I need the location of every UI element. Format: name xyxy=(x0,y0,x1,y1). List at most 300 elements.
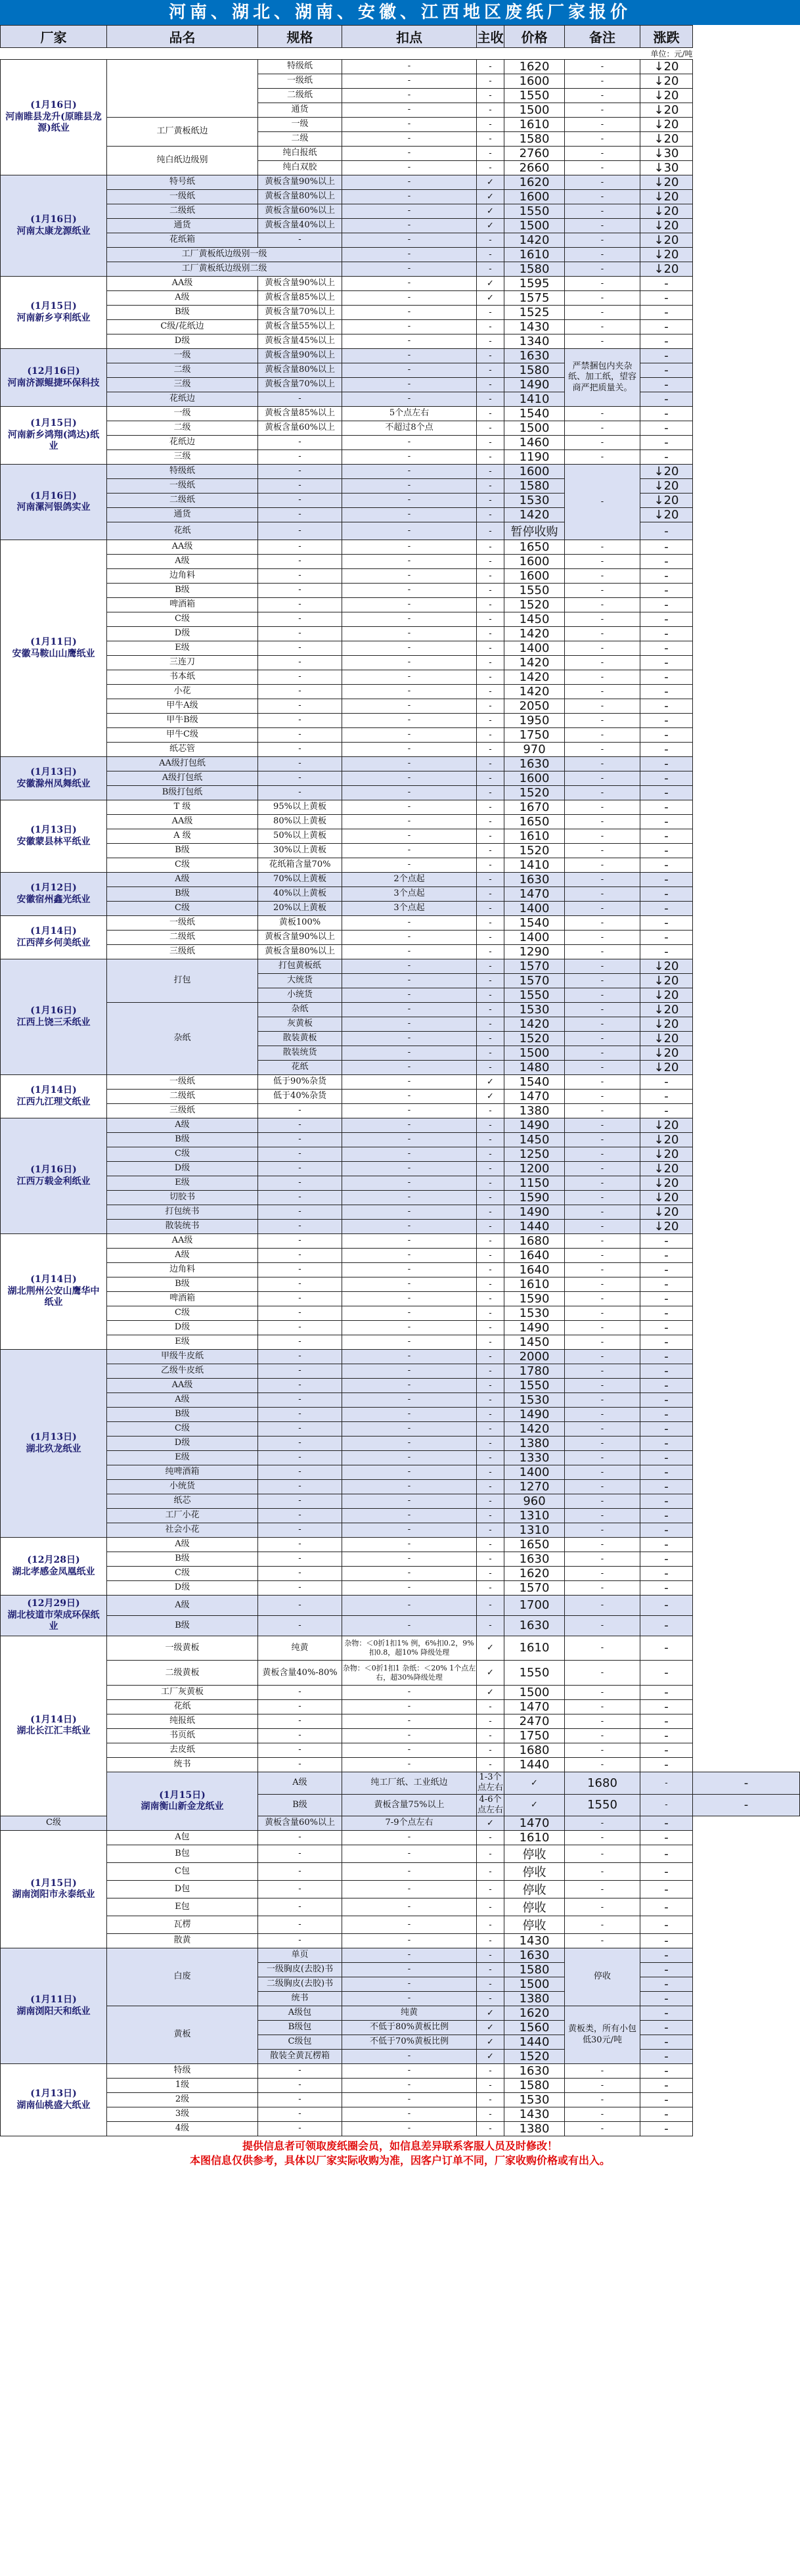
remark: - xyxy=(565,1451,640,1465)
deduction: 2个点起 xyxy=(342,873,477,887)
price: 1500 xyxy=(504,1046,565,1061)
table-row xyxy=(1,1393,800,1408)
spec: 黄板含量80%以上 xyxy=(258,190,342,204)
table-row xyxy=(1,522,800,540)
main-purchase: - xyxy=(477,334,504,349)
product-name: T 级 xyxy=(107,800,258,815)
table-row xyxy=(1,1408,800,1422)
change: ↓20 xyxy=(640,1061,693,1075)
price: 1650 xyxy=(504,815,565,829)
spec: - xyxy=(258,1292,342,1306)
change: - xyxy=(640,1249,693,1263)
price: 1470 xyxy=(504,1700,565,1714)
change: - xyxy=(693,1772,800,1795)
product-name: 二级纸 xyxy=(107,494,258,508)
main-purchase: - xyxy=(477,450,504,465)
product-name: D包 xyxy=(107,1881,258,1898)
price: 1540 xyxy=(504,916,565,931)
spec: 纯白报纸 xyxy=(258,147,342,161)
spec: - xyxy=(258,2107,342,2122)
price: 1630 xyxy=(504,1948,565,1963)
change: - xyxy=(640,1393,693,1408)
remark: - xyxy=(565,656,640,670)
main-purchase: - xyxy=(477,1538,504,1552)
change: - xyxy=(640,1465,693,1480)
deduction: - xyxy=(342,1700,477,1714)
change: - xyxy=(640,2093,693,2107)
table-row xyxy=(1,262,800,277)
table-row xyxy=(1,1191,800,1205)
main-purchase: - xyxy=(477,1003,504,1017)
product-name: 工厂小花 xyxy=(107,1509,258,1523)
factory-cell xyxy=(1,407,107,465)
change: - xyxy=(640,407,693,421)
product-name: 二级纸 xyxy=(107,204,258,219)
product-name: A 级 xyxy=(107,829,258,844)
change: - xyxy=(640,1104,693,1118)
product-name: A级 xyxy=(107,555,258,569)
deduction: - xyxy=(342,1335,477,1350)
spec: 一级纸 xyxy=(258,74,342,89)
price: 1340 xyxy=(504,334,565,349)
factory-cell xyxy=(1,465,107,540)
factory-date: (1月13日) xyxy=(30,767,77,777)
deduction: - xyxy=(342,306,477,320)
price: 1580 xyxy=(504,132,565,147)
remark: - xyxy=(565,1046,640,1061)
main-purchase: - xyxy=(477,494,504,508)
main-purchase: - xyxy=(477,392,504,407)
deduction: - xyxy=(342,1104,477,1118)
deduction: - xyxy=(342,1992,477,2006)
price: 1750 xyxy=(504,1729,565,1743)
change: ↓20 xyxy=(640,1133,693,1147)
main-purchase: - xyxy=(477,685,504,699)
price: 1780 xyxy=(504,1364,565,1379)
table-row xyxy=(1,1364,800,1379)
table-row xyxy=(1,494,800,508)
change: - xyxy=(640,1277,693,1292)
table-row xyxy=(1,1249,800,1263)
product-name: 纯啤酒箱 xyxy=(107,1465,258,1480)
table-row xyxy=(1,1538,800,1552)
price: 1460 xyxy=(504,436,565,450)
product-name: 一级纸 xyxy=(107,190,258,204)
product-name: D级 xyxy=(107,334,258,349)
main-purchase: - xyxy=(477,656,504,670)
main-purchase: ✓ xyxy=(477,291,504,306)
change: - xyxy=(640,1977,693,1992)
deduction: - xyxy=(342,262,477,277)
spec: - xyxy=(258,641,342,656)
spec: - xyxy=(258,1898,342,1916)
change: - xyxy=(640,1831,693,1845)
factory-cell xyxy=(1,916,107,959)
spec: 一级 xyxy=(258,118,342,132)
factory-name: 河南新乡鸿翔(鸿达)纸业 xyxy=(7,429,100,452)
table-row xyxy=(1,1934,800,1948)
product-name: 二级纸 xyxy=(107,931,258,945)
remark: - xyxy=(565,233,640,248)
main-purchase: - xyxy=(477,1831,504,1845)
price: 1550 xyxy=(504,89,565,103)
spec: 黄板含量80%以上 xyxy=(258,945,342,959)
product-name: 4级 xyxy=(107,2122,258,2136)
price: 1950 xyxy=(504,714,565,728)
main-purchase: - xyxy=(477,60,504,74)
factory-name: 湖北枝道市荣成环保纸业 xyxy=(7,1609,100,1632)
spec: B级包 xyxy=(258,2021,342,2035)
deduction: - xyxy=(342,1234,477,1249)
table-row xyxy=(1,1306,800,1321)
price: 1560 xyxy=(504,2021,565,2035)
spec: - xyxy=(258,1845,342,1863)
change: - xyxy=(640,2006,693,2021)
table-row xyxy=(1,902,800,916)
deduction: - xyxy=(342,74,477,89)
product-name: B级 xyxy=(107,1552,258,1567)
deduction: - xyxy=(342,190,477,204)
remark: - xyxy=(565,959,640,974)
spec: - xyxy=(258,612,342,627)
table-row xyxy=(1,887,800,902)
remark: - xyxy=(565,1758,640,1772)
price: 1600 xyxy=(504,74,565,89)
table-row xyxy=(1,190,800,204)
product-name: 工厂灰黄板 xyxy=(107,1686,258,1700)
change: - xyxy=(640,800,693,815)
table-row xyxy=(1,685,800,699)
main-purchase: - xyxy=(477,844,504,858)
price: 1450 xyxy=(504,1335,565,1350)
factory-cell xyxy=(1,1948,107,2064)
deduction: - xyxy=(342,508,477,522)
spec: 散装全黄瓦楞箱 xyxy=(258,2050,342,2064)
spec: - xyxy=(258,1335,342,1350)
main-purchase: - xyxy=(477,1220,504,1234)
remark: - xyxy=(565,1263,640,1277)
table-row xyxy=(1,670,800,685)
spec: - xyxy=(258,2122,342,2136)
remark: - xyxy=(565,1729,640,1743)
deduction: - xyxy=(342,1686,477,1700)
change: - xyxy=(640,1451,693,1465)
price: 1420 xyxy=(504,1422,565,1437)
change: - xyxy=(640,1335,693,1350)
price: 停收 xyxy=(504,1898,565,1916)
spec: - xyxy=(258,1306,342,1321)
product-name: D级 xyxy=(107,1321,258,1335)
price: 1530 xyxy=(504,1003,565,1017)
remark: - xyxy=(565,132,640,147)
deduction: - xyxy=(342,945,477,959)
main-purchase: - xyxy=(477,757,504,771)
deduction: - xyxy=(342,1061,477,1075)
remark: - xyxy=(565,60,640,74)
main-purchase: - xyxy=(477,1205,504,1220)
price: 1420 xyxy=(504,685,565,699)
spec: 小统货 xyxy=(258,988,342,1003)
product-name: 一级纸 xyxy=(107,916,258,931)
change: - xyxy=(640,436,693,450)
price: 1500 xyxy=(504,219,565,233)
change: - xyxy=(640,1686,693,1700)
table-row xyxy=(1,959,800,974)
change: - xyxy=(640,1364,693,1379)
price: 1550 xyxy=(504,584,565,598)
factory-date: (1月14日) xyxy=(30,1274,77,1285)
change: ↓20 xyxy=(640,118,693,132)
spec: - xyxy=(258,233,342,248)
price: 1380 xyxy=(504,1437,565,1451)
price: 1400 xyxy=(504,641,565,656)
table-row xyxy=(1,147,800,161)
main-purchase: - xyxy=(477,1863,504,1881)
product-name: 纯报纸 xyxy=(107,1714,258,1729)
remark: - xyxy=(565,1003,640,1017)
remark: - xyxy=(565,1422,640,1437)
price: 1680 xyxy=(504,1234,565,1249)
remark: - xyxy=(565,1220,640,1234)
price: 2760 xyxy=(504,147,565,161)
deduction: - xyxy=(342,1277,477,1292)
price: 1520 xyxy=(504,1032,565,1046)
change: - xyxy=(640,392,693,407)
price: 1620 xyxy=(504,1567,565,1581)
remark: - xyxy=(565,204,640,219)
main-purchase: - xyxy=(477,1306,504,1321)
spec: 黄板含量60%以上 xyxy=(258,421,342,436)
price: 1330 xyxy=(504,1451,565,1465)
price: 1575 xyxy=(504,291,565,306)
deduction: - xyxy=(342,103,477,118)
factory-date: (1月16日) xyxy=(30,214,77,225)
spec: - xyxy=(258,1596,342,1616)
price: 1420 xyxy=(504,508,565,522)
change: - xyxy=(640,2050,693,2064)
main-purchase: - xyxy=(477,1379,504,1393)
deduction: - xyxy=(342,931,477,945)
change: - xyxy=(640,1075,693,1090)
product-name: C包 xyxy=(107,1863,258,1881)
spec: - xyxy=(258,1162,342,1176)
table-row xyxy=(1,233,800,248)
table-row xyxy=(1,1831,800,1845)
product-name: 工厂黄板纸边级别二级 xyxy=(107,262,342,277)
remark: - xyxy=(565,728,640,743)
factory-name: 湖北长江汇丰纸业 xyxy=(16,1726,91,1737)
footer-note xyxy=(0,2139,800,2168)
deduction: - xyxy=(342,1292,477,1306)
spec: 二级纸 xyxy=(258,89,342,103)
price: 停收 xyxy=(504,1863,565,1881)
deduction: - xyxy=(342,1552,477,1567)
table-row xyxy=(1,540,800,555)
table-row xyxy=(1,1700,800,1714)
remark: - xyxy=(565,1364,640,1379)
deduction: - xyxy=(342,974,477,988)
remark: - xyxy=(565,89,640,103)
product-name: 啤酒箱 xyxy=(107,1292,258,1306)
change: ↓20 xyxy=(640,1191,693,1205)
remark: - xyxy=(565,2093,640,2107)
table-row xyxy=(1,584,800,598)
price: 1525 xyxy=(504,306,565,320)
product-name: B级 xyxy=(107,887,258,902)
remark: - xyxy=(565,277,640,291)
remark: - xyxy=(565,1335,640,1350)
price: 1520 xyxy=(504,844,565,858)
change: - xyxy=(640,945,693,959)
spec: - xyxy=(258,1393,342,1408)
deduction: - xyxy=(342,858,477,873)
remark: - xyxy=(565,1249,640,1263)
price: 1570 xyxy=(504,1581,565,1596)
table-row xyxy=(1,1948,800,1963)
change: ↓20 xyxy=(640,132,693,147)
main-purchase: - xyxy=(477,363,504,378)
deduction: - xyxy=(342,60,477,74)
product-name: C级 xyxy=(107,1422,258,1437)
spec: 杂纸 xyxy=(258,1003,342,1017)
factory-name: 安徽马鞍山山鹰纸业 xyxy=(12,648,95,659)
deduction: - xyxy=(342,641,477,656)
price: 1630 xyxy=(504,873,565,887)
main-purchase: - xyxy=(477,74,504,89)
table-row xyxy=(1,2006,800,2021)
main-purchase: - xyxy=(477,1743,504,1758)
main-purchase: - xyxy=(477,479,504,494)
remark: - xyxy=(565,1162,640,1176)
change: - xyxy=(640,656,693,670)
remark: - xyxy=(565,555,640,569)
price: 1480 xyxy=(504,1061,565,1075)
product-name: 小统货 xyxy=(107,1480,258,1494)
product-name: 花纸 xyxy=(107,1700,258,1714)
spec: 打包黄板纸 xyxy=(258,959,342,974)
deduction: - xyxy=(342,569,477,584)
spec: 20%以上黄板 xyxy=(258,902,342,916)
main-purchase: - xyxy=(477,1523,504,1538)
product-name: B级 xyxy=(107,1277,258,1292)
price: 1630 xyxy=(504,1552,565,1567)
spec: 黄板100% xyxy=(258,916,342,931)
deduction: - xyxy=(342,1220,477,1234)
header-cell: 品名 xyxy=(107,26,258,48)
change: - xyxy=(640,670,693,685)
product-name: 边角料 xyxy=(107,569,258,584)
table-row xyxy=(1,2122,800,2136)
price: 1470 xyxy=(504,1090,565,1104)
factory-date: (12月16日) xyxy=(27,366,80,377)
product-name: 二级 xyxy=(107,363,258,378)
factory-cell xyxy=(1,1831,107,1948)
table-row xyxy=(1,1581,800,1596)
header-cell: 主收 xyxy=(477,26,504,48)
remark: - xyxy=(565,1743,640,1758)
table-row xyxy=(1,612,800,627)
table-row xyxy=(1,334,800,349)
price: 1400 xyxy=(504,1465,565,1480)
product-name: 特号纸 xyxy=(107,175,258,190)
change: - xyxy=(640,641,693,656)
deduction: - xyxy=(342,450,477,465)
change: - xyxy=(640,916,693,931)
spec: 黄板含量55%以上 xyxy=(258,320,342,334)
product-name: C级 xyxy=(107,612,258,627)
table-row xyxy=(1,1277,800,1292)
deduction: - xyxy=(342,1032,477,1046)
main-purchase: - xyxy=(477,1700,504,1714)
price: 1310 xyxy=(504,1523,565,1538)
product-name: A级 xyxy=(107,1596,258,1616)
price: 1630 xyxy=(504,757,565,771)
spec: - xyxy=(258,1881,342,1898)
factory-date: (1月13日) xyxy=(30,1432,77,1442)
change: - xyxy=(640,771,693,786)
product-name: 一级黄板 xyxy=(107,1636,258,1661)
main-purchase: ✓ xyxy=(477,204,504,219)
table-row xyxy=(1,627,800,641)
deduction: - xyxy=(342,1729,477,1743)
price: 停收 xyxy=(504,1845,565,1863)
remark: - xyxy=(565,2079,640,2093)
main-purchase: ✓ xyxy=(477,2035,504,2050)
spec: - xyxy=(258,1567,342,1581)
table-row xyxy=(1,858,800,873)
table-row xyxy=(1,1480,800,1494)
spec: - xyxy=(258,1437,342,1451)
product-name: B级 xyxy=(107,1408,258,1422)
deduction: - xyxy=(342,743,477,757)
main-purchase: - xyxy=(477,1916,504,1934)
table-row xyxy=(1,1350,800,1364)
remark: - xyxy=(565,771,640,786)
header-cell: 扣点 xyxy=(342,26,477,48)
deduction: - xyxy=(342,786,477,800)
footer-line-2: 本图信息仅供参考，具体以厂家实际收购为准，因客户订单不同，厂家收购价格或有出入。 xyxy=(189,2154,610,2167)
remark: - xyxy=(565,1863,640,1881)
price: 1680 xyxy=(504,1743,565,1758)
factory-date: (1月12日) xyxy=(30,883,77,893)
product-name: 三级 xyxy=(107,378,258,392)
main-purchase: - xyxy=(477,1898,504,1916)
product-name: D级 xyxy=(107,1581,258,1596)
product-name: 纸芯管 xyxy=(107,743,258,757)
deduction: - xyxy=(342,320,477,334)
deduction: - xyxy=(342,771,477,786)
spec: 纯黄 xyxy=(258,1636,342,1661)
product-name: E包 xyxy=(107,1898,258,1916)
change: - xyxy=(640,1234,693,1249)
remark: - xyxy=(565,262,640,277)
product-name: 纸芯 xyxy=(107,1494,258,1509)
price: 1420 xyxy=(504,1017,565,1032)
product-name: 二级纸 xyxy=(107,1090,258,1104)
main-purchase: - xyxy=(477,2064,504,2079)
table-row xyxy=(1,60,800,74)
table-row xyxy=(1,1772,800,1795)
factory-cell xyxy=(1,277,107,349)
remark: - xyxy=(565,1714,640,1729)
change: - xyxy=(640,1898,693,1916)
deduction: - xyxy=(342,334,477,349)
deduction: - xyxy=(342,988,477,1003)
spec: 大统货 xyxy=(258,974,342,988)
footer-line-1: 提供信息者可领取废纸圈会员，如信息差异联系客服人员及时修改！ xyxy=(242,2140,558,2152)
main-purchase: - xyxy=(477,1393,504,1408)
deduction: - xyxy=(342,1758,477,1772)
